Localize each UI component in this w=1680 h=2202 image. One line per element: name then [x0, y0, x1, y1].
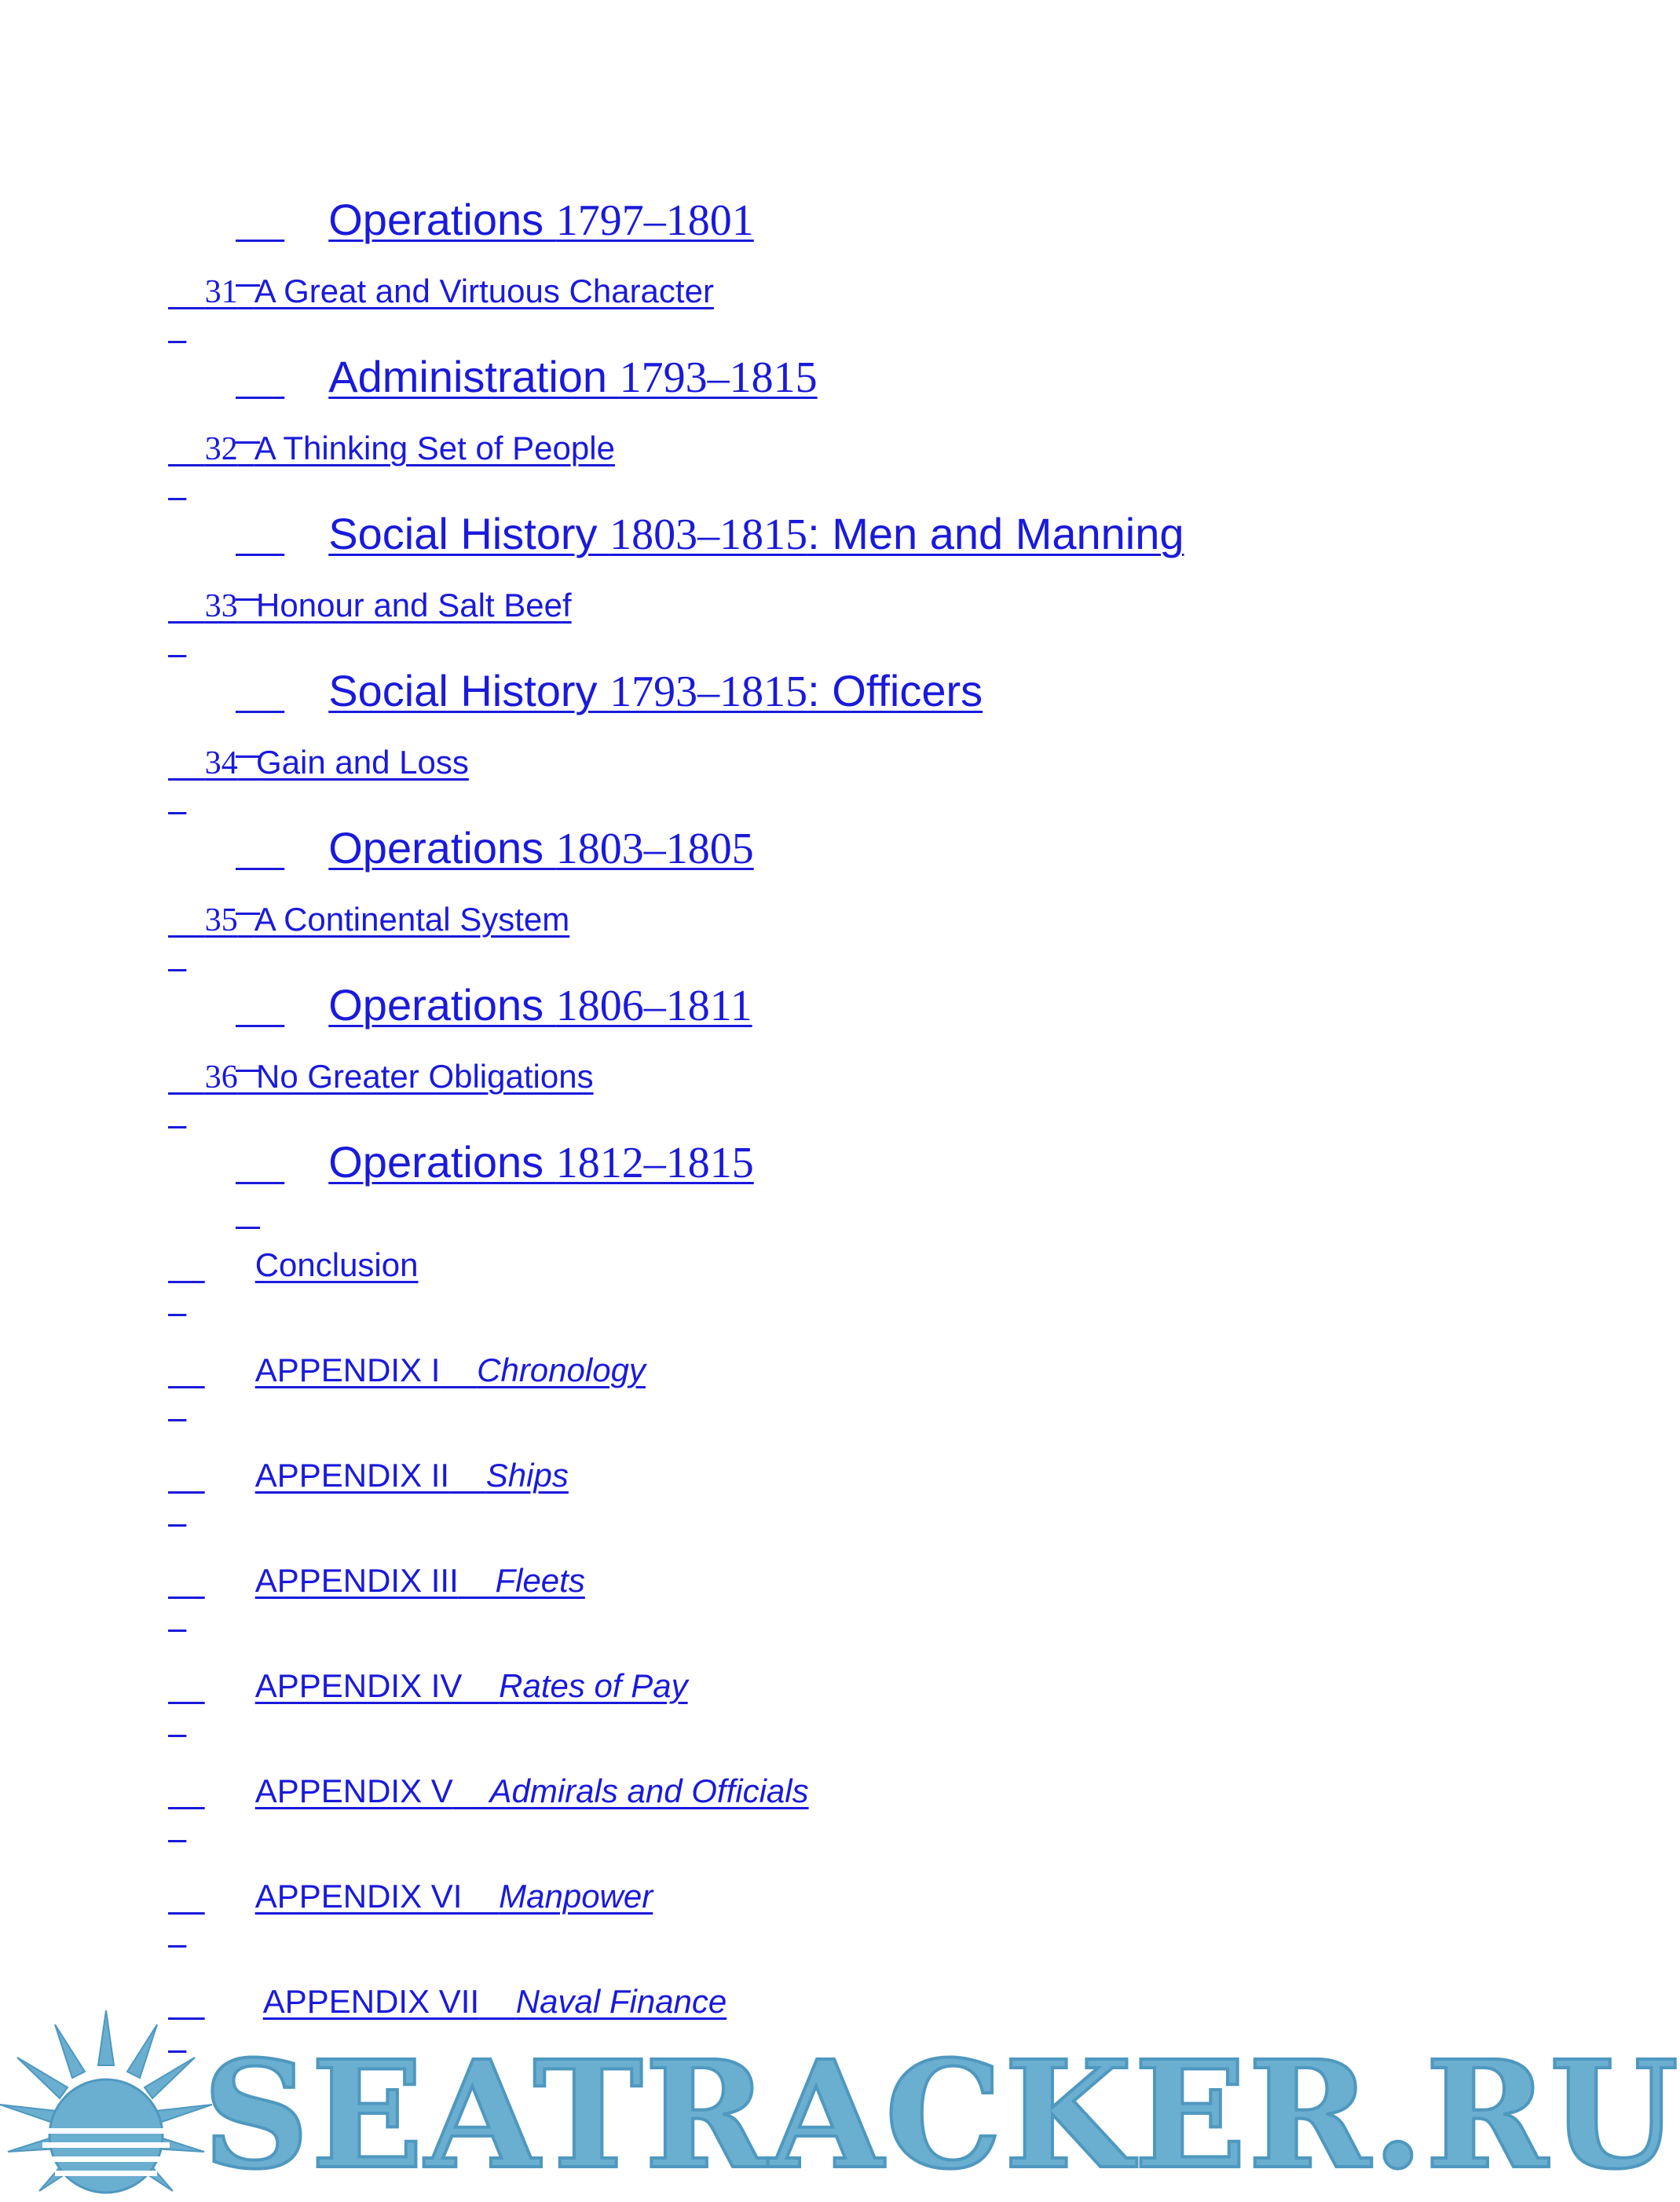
entry-tail: : Men and Manning: [807, 509, 1184, 558]
appendix-title: Chronology: [477, 1352, 646, 1388]
appendix-label: APPENDIX II: [254, 1457, 450, 1494]
sun-logo-icon: [0, 2010, 212, 2199]
appendix-label: APPENDIX IV: [254, 1667, 463, 1704]
appendix-label: APPENDIX VII: [262, 1983, 480, 2020]
chapter-number: 33: [204, 588, 238, 624]
chapter-number: 32: [204, 431, 238, 467]
entry-label: Operations: [328, 980, 556, 1030]
entry-years: 1793–1815: [609, 668, 808, 716]
appendix-label: APPENDIX V: [254, 1772, 453, 1809]
entry-label: Operations: [328, 823, 556, 872]
appendix-title: Naval Finance: [515, 1983, 727, 2020]
appendix-title: Ships: [485, 1457, 569, 1494]
entry-tail: : Officers: [807, 666, 983, 715]
appendix-title: Rates of Pay: [499, 1667, 688, 1704]
entry-years: 1797–1801: [555, 196, 754, 245]
entry-years: 1803–1805: [555, 825, 754, 873]
toc-link-appendix-2[interactable]: [168, 1426, 569, 1525]
appendix-label: APPENDIX I: [254, 1352, 441, 1388]
entry-years: 1793–1815: [619, 353, 818, 402]
toc-link-operations-1812-1815[interactable]: [236, 1096, 754, 1229]
appendix-title: Fleets: [495, 1562, 585, 1599]
entry-label: Administration: [328, 352, 620, 401]
appendix-label: APPENDIX III: [254, 1562, 459, 1599]
appendix-title: Manpower: [499, 1878, 653, 1915]
chapter-title: A Thinking Set of People: [254, 430, 615, 466]
chapter-number: 35: [204, 902, 238, 938]
entry-label: Social History: [328, 666, 610, 715]
chapter-number: 31: [204, 274, 238, 310]
toc-link-appendix-5[interactable]: [168, 1742, 809, 1841]
toc-link-appendix-3[interactable]: [168, 1531, 585, 1630]
entry-years: 1812–1815: [555, 1139, 754, 1187]
entry-years: 1806–1811: [555, 982, 752, 1030]
watermark: [0, 2010, 1680, 2202]
chapter-title: Honour and Salt Beef: [256, 587, 572, 624]
toc-link-appendix-1[interactable]: [168, 1321, 646, 1420]
toc-link-conclusion[interactable]: [168, 1216, 418, 1315]
conclusion-label: Conclusion: [254, 1246, 419, 1283]
chapter-number: 36: [204, 1059, 238, 1096]
entry-years: 1803–1815: [609, 510, 808, 559]
entry-label: Operations: [328, 1137, 556, 1187]
watermark-text: SEATRACKER.RU: [203, 2028, 1680, 2202]
chapter-title: A Continental System: [254, 901, 570, 938]
appendix-label: APPENDIX VI: [254, 1878, 463, 1915]
appendix-title: Admirals and Officials: [489, 1772, 809, 1809]
chapter-title: Gain and Loss: [256, 744, 469, 781]
entry-label: Operations: [328, 195, 556, 244]
toc-link-appendix-4[interactable]: [168, 1637, 688, 1736]
chapter-title: No Greater Obligations: [256, 1058, 594, 1095]
entry-label: Social History: [328, 509, 610, 558]
chapter-title: A Great and Virtuous Character: [254, 273, 714, 309]
chapter-number: 34: [204, 745, 238, 781]
toc-link-appendix-6[interactable]: [168, 1847, 653, 1946]
